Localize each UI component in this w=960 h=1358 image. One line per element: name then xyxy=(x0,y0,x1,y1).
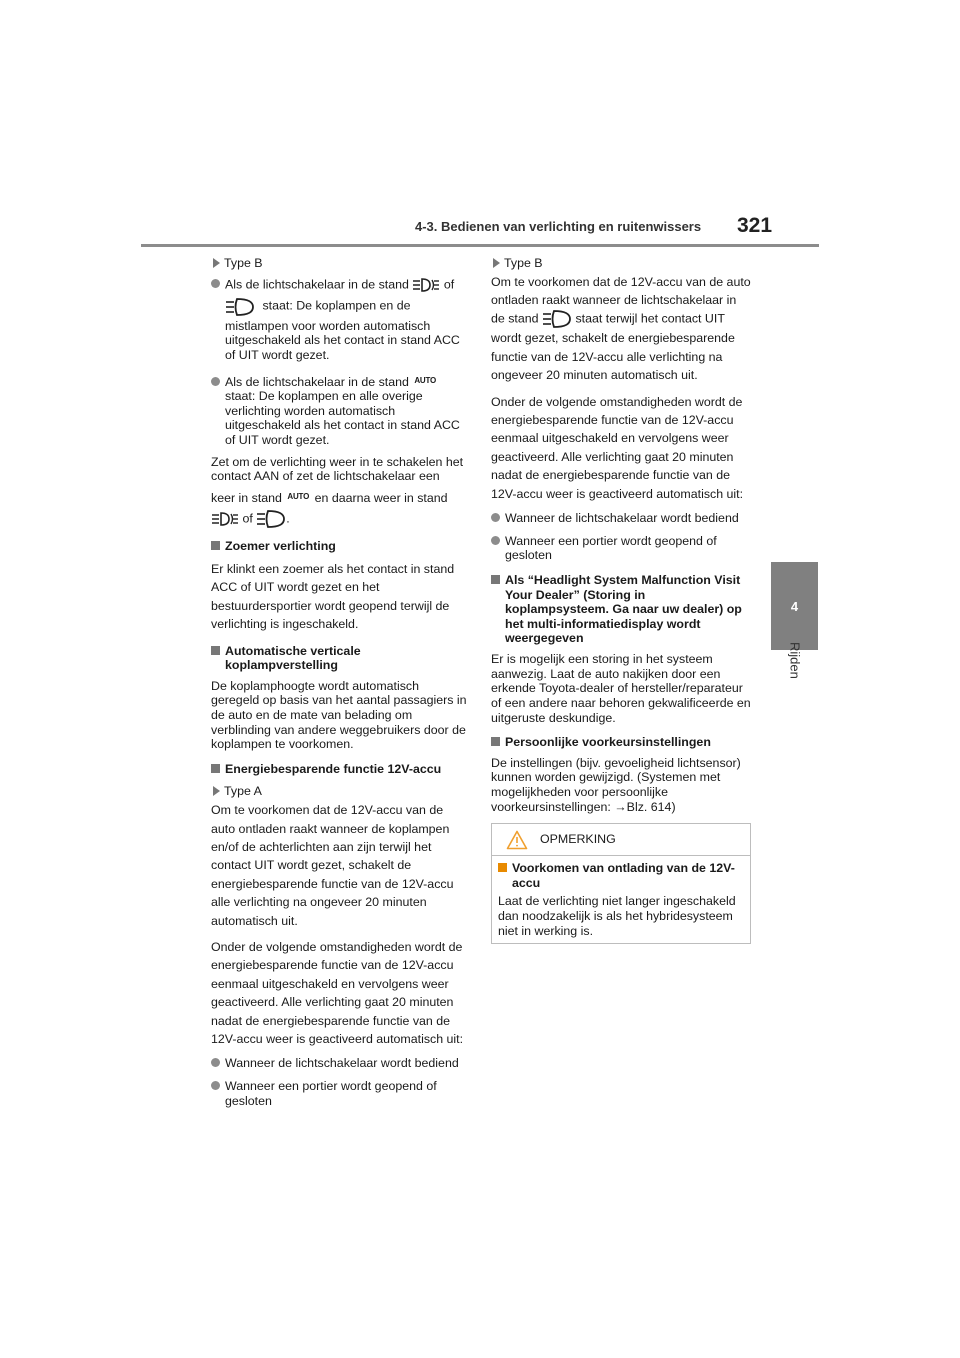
condition-bullet-switch: Wanneer de lichtschakelaar wordt bediend xyxy=(211,1056,469,1071)
auto-leveling-heading: Automatische verticale koplampverstelling xyxy=(211,644,469,673)
page-number: 321 xyxy=(737,214,773,237)
notice-text: Laat de verlichting niet langer ingeschakeld dan noodzakelijk is als het hybridesysteem niet in werking is. xyxy=(498,894,736,938)
bullet-text-of: of xyxy=(443,276,455,291)
type-a-label: Type A xyxy=(211,784,469,799)
malfunction-text: Er is mogelijk een storing in het systeem aanwezig. Laat de auto nakijken door een erkende Toyota-dealer of hersteller/reparateur of een andere naar behoren gekwalificeerde en uitgeruste deskundige. xyxy=(491,652,751,725)
notice-heading: Voorkomen van ontlading van de 12V-accu xyxy=(498,861,744,890)
right-column xyxy=(491,256,751,820)
type-b-label: Type B xyxy=(491,256,751,271)
conditions-text: Onder de volgende omstandigheden wordt de energiebesparende functie van de 12V-accu eenmaal uitgeschakeld en vervolgens weer geactiveerd. Alle verlichting gaat 20 minuten nadat de energiebesparende functie van de 12V-accu weer is geactiveerd automatisch uit: xyxy=(211,940,464,1047)
warning-triangle-icon xyxy=(506,830,528,850)
fog-light-icon xyxy=(211,511,239,527)
reset-paragraph-c: en daarna weer in stand xyxy=(314,490,448,505)
type-b-label: Type B xyxy=(211,256,469,271)
reset-paragraph-dot: . xyxy=(286,511,290,526)
headlight-icon xyxy=(542,309,572,329)
chapter-label: Rijden xyxy=(787,641,803,679)
type-a-text: Om te voorkomen dat de 12V-accu van de auto ontladen raakt wanneer de koplampen en/of de achterlichten aan zijn terwijl het contact UIT wordt gezet, schakelt de energiebesparende functie van de 12V-accu alle verlichting na ongeveer 20 minuten automatisch uit. xyxy=(211,803,454,928)
reset-paragraph-b: keer in stand xyxy=(211,490,282,505)
personal-settings-heading: Persoonlijke voorkeursinstellingen xyxy=(491,735,751,750)
bullet-text-post: staat: De koplampen en de mistlampen voor worden automatisch uitgeschakeld als het contact in stand ACC of UIT wordt gezet. xyxy=(225,297,460,362)
headlight-icon xyxy=(225,297,255,317)
headlight-icon xyxy=(256,509,286,529)
malfunction-heading: Als “Headlight System Malfunction Visit Your Dealer” (Storing in koplampsysteem. Ga naar uw dealer) op het multi-informatiedisplay wordt weergegeven xyxy=(491,573,751,646)
auto-icon: AUTO xyxy=(414,375,437,385)
notice-box xyxy=(491,823,751,944)
bullet-text-pre: Als de lichtschakelaar in de stand xyxy=(225,276,409,291)
bullet-fog-headlights xyxy=(211,277,469,363)
notice-header xyxy=(492,824,750,856)
bullet-text-post: staat: De koplampen en alle overige verlichting worden automatisch uitgeschakeld als het contact in stand ACC of UIT wordt gezet. xyxy=(225,389,460,447)
condition-bullet-door: Wanneer een portier wordt geopend of gesloten xyxy=(491,534,751,563)
fog-light-icon xyxy=(412,277,440,293)
auto-icon: AUTO xyxy=(287,491,310,501)
bullet-auto xyxy=(211,375,469,448)
energy-saving-heading: Energiebesparende functie 12V-accu xyxy=(211,762,469,777)
bullet-text-pre: Als de lichtschakelaar in de stand xyxy=(225,374,409,389)
personal-settings-text: De instellingen (bijv. gevoeligheid lichtsensor) kunnen worden gewijzigd. (Systemen met mogelijkheden voor persoonlijke voorkeursinstellingen: →Blz. 614) xyxy=(491,755,741,814)
condition-bullet-switch: Wanneer de lichtschakelaar wordt bediend xyxy=(491,511,751,526)
header-rule xyxy=(141,244,819,247)
reset-paragraph-of: of xyxy=(242,511,253,526)
type-b-text-a: Om te voorkomen dat de 12V-accu van de auto ontladen raakt wanneer de lichtschakelaar in de stand xyxy=(491,274,751,326)
conditions-text: Onder de volgende omstandigheden wordt de energiebesparende functie van de 12V-accu eenmaal uitgeschakeld en vervolgens weer geactiveerd. Alle verlichting gaat 20 minuten nadat de energiebesparende functie van de 12V-accu weer is geactiveerd automatisch uit: xyxy=(491,394,744,501)
notice-title: OPMERKING xyxy=(540,832,616,847)
reset-paragraph-a: Zet om de verlichting weer in te schakelen het contact AAN of zet de lichtschakelaar een xyxy=(211,454,464,484)
chapter-number: 4 xyxy=(790,598,799,614)
section-title: 4-3. Bedienen van verlichting en ruitenwissers xyxy=(415,219,702,234)
condition-bullet-door: Wanneer een portier wordt geopend of gesloten xyxy=(211,1079,469,1108)
type-b-text-b: staat terwijl het contact UIT wordt gezet, schakelt de energiebesparende functie van de 12V-accu alle verlichting na ongeveer 20 minuten automatisch uit. xyxy=(491,311,735,383)
auto-leveling-text: De koplamphoogte wordt automatisch geregeld op basis van het aantal passagiers in de auto en de mate van belading om verblinding van andere weggebruikers door de koplampen te voorkomen. xyxy=(211,678,467,752)
zoemer-text: Er klinkt een zoemer als het contact in stand ACC of UIT wordt gezet en het bestuurdersportier wordt geopend terwijl de verlichting is ingeschakeld. xyxy=(211,561,455,632)
left-column xyxy=(211,256,469,1114)
zoemer-heading: Zoemer verlichting xyxy=(211,539,469,554)
